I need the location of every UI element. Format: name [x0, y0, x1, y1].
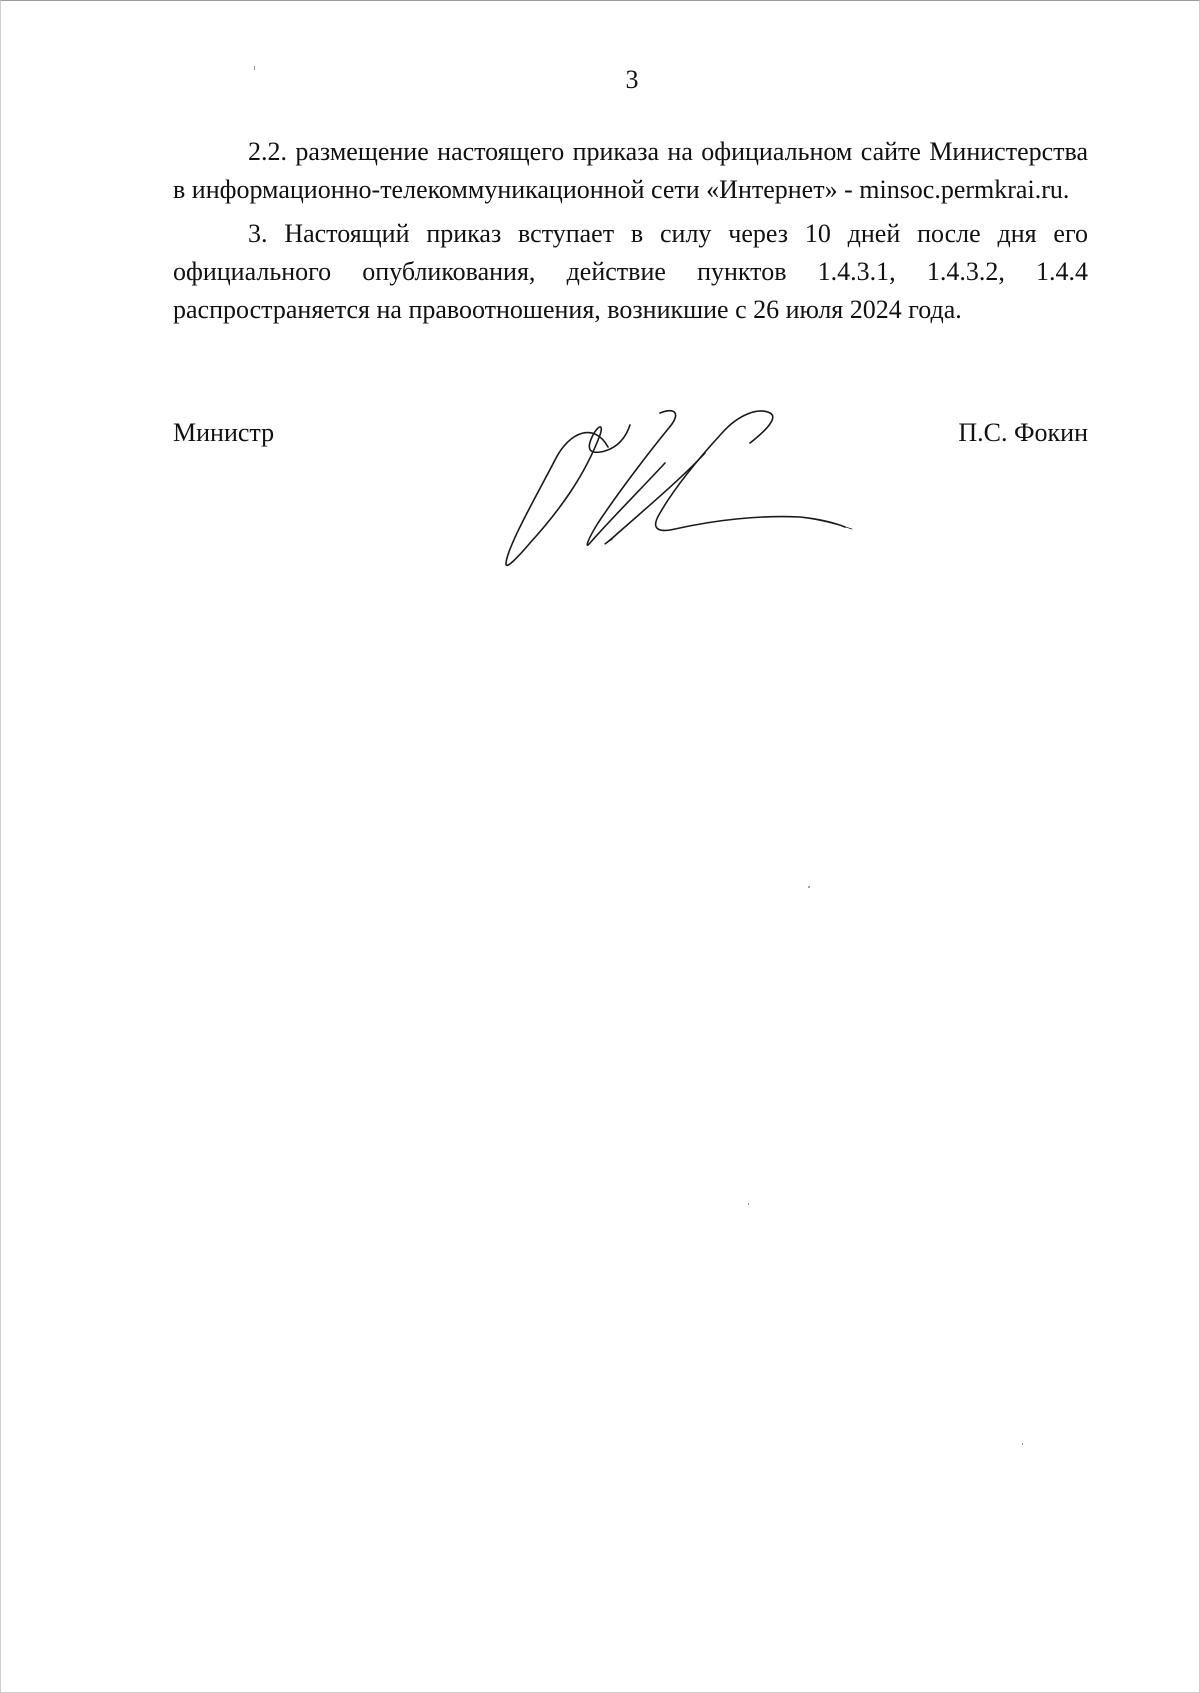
scan-speck: [1022, 1443, 1023, 1445]
scan-speck: [748, 1203, 749, 1205]
paragraph-2-2: 2.2. размещение настоящего приказа на официальном сайте Министерства в информационно-телекоммуникационной сети «Интернет» - minsoc.permkrai.ru.: [173, 137, 1088, 204]
document-body: [173, 133, 1088, 335]
paragraph-3: 3. Настоящий приказ вступает в силу через 10 дней после дня его официального опубликования, действие пунктов 1.4.3.1, 1.4.3.2, 1.4.4 распространяется на правоотношения, возникшие с 26 июля 2024 года.: [173, 219, 1088, 324]
handwritten-signature: [500, 405, 880, 585]
signatory-name: П.С. Фокин: [958, 418, 1088, 447]
scan-speck: [808, 886, 810, 888]
scan-speck: [254, 66, 255, 70]
page-number: 3: [625, 65, 639, 94]
signatory-title: Министр: [173, 418, 275, 447]
